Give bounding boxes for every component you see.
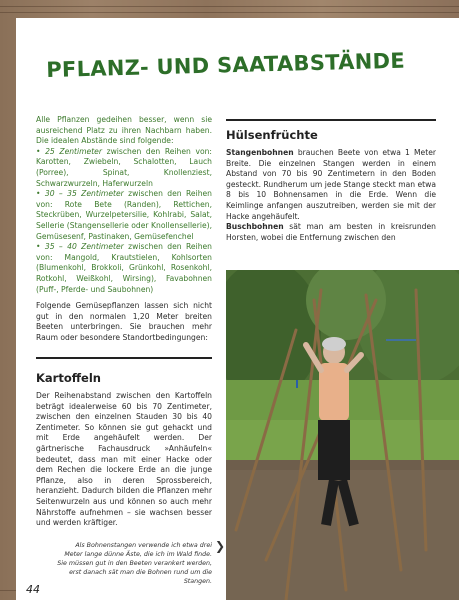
intro-bullet-1: • 25 Zentimeter zwischen den Reihen von: Karotten, Zwiebeln, Schalotten, Lauch (Porree), Spinat, Knollenziest, Schwarzwurzeln, Haferwurzeln [36,146,212,188]
page-title: PFLANZ- UND SAATABSTÄNDE [46,48,406,82]
page-number: 44 [26,583,40,596]
bullet-3-text: zwischen den Reihen von: Mangold, Krautstielen, Kohlsorten (Blumenkohl, Brokkoli, Grünkohl, Rosenkohl, Rotkohl, Weißkohl, Wirsing), Favabohnen (Puff-, Pferde- und Saubohnen) [36,242,212,294]
kartoffeln-rule [36,357,212,359]
bullet-2-distance: 30 – 35 Zentimeter [44,189,124,199]
bullet-1-distance: 25 Zentimeter [45,146,102,156]
busch-paragraph [226,222,436,243]
following-text [36,301,212,343]
huelsen-text [226,148,436,243]
intro-bullet-2: • 30 – 35 Zentimeter zwischen den Reihen von: Rote Bete (Randen), Rettichen, Steckrüben, Wurzelpetersilie, Kohlrabi, Salat, Sellerie (Stangensellerie oder Knollensellerie), Gemüsesenf, Pastinaken, Gemüsefenchel [36,189,212,241]
kartoffeln-paragraph: Der Reihenabstand zwischen den Kartoffeln beträgt idealerweise 60 bis 70 Zentimeter, zwischen den einzelnen Stauden 30 bis 40 Zentimeter. So können sie gut gehackt und mit Erde angehäufelt werden. Der gärtnerische Fachausdruck »Anhäufeln« bedeutet, dass man mit einer Hacke oder dem Rechen die lockere Erde an die junge Pflanze, also in deren Sprossbereich, heranzieht. Dadurch bilden die Pflanzen mehr Seitenwurzeln aus und können so auch mehr Nährstoffe aufnehmen – sie wachsen besser und werden kräftiger. [36,391,212,528]
huelsen-heading: Hülsenfrüchte [226,128,318,142]
intro-lead: Alle Pflanzen gedeihen besser, wenn sie ausreichend Platz zu ihren Nachbarn haben. Die idealen Abstände sind folgende: [36,115,212,146]
photo-caption: Als Bohnenstangen verwende ich etwa drei Meter lange dünne Äste, die ich im Wald finde. Sie müssen gut in den Beeten verankert werden, erst danach sät man die Bohnen rund um die Stangen. [57,542,212,585]
bullet-2-text: zwischen den Reihen von: Rote Bete (Randen), Rettichen, Steckrüben, Wurzelpetersilie, Kohlrabi, Salat, Sellerie (Stangensellerie oder Knollensellerie), Gemüsesenf, Pastinaken, Gemüsefenchel [36,189,212,241]
garden-photo [226,270,459,600]
following-paragraph: Folgende Gemüsepflanzen lassen sich nicht gut in den normalen 1,20 Meter breiten Beeten unterbringen. Sie brauchen mehr Raum oder besondere Standortbedingungen: [36,301,212,342]
intro-text [36,115,212,295]
busch-label: Buschbohnen [226,222,284,232]
kartoffeln-text [36,391,212,529]
book-page [16,18,459,600]
bullet-1-text: zwischen den Reihen von: Karotten, Zwiebeln, Schalotten, Lauch (Porree), Spinat, Knollenziest, Schwarzwurzeln, Haferwurzeln [36,146,212,188]
bullet-3-distance: 35 – 40 Zentimeter [44,242,124,252]
photo-illustration [226,270,459,600]
huelsen-rule [226,119,436,121]
kartoffeln-heading: Kartoffeln [36,371,101,385]
intro-bullet-3: • 35 – 40 Zentimeter zwischen den Reihen von: Mangold, Krautstielen, Kohlsorten (Blumenkohl, Brokkoli, Grünkohl, Rosenkohl, Rotkohl, Weißkohl, Wirsing), Favabohnen (Puff-, Pferde- und Saubohnen) [36,242,212,294]
stangen-text: brauchen Beete von etwa 1 Meter Breite. Die einzelnen Stangen werden in einem Abstand von 70 bis 90 Zentimetern in den Boden gesteckt. Rundherum um jede Stange steckt man etwa 8 bis 10 Bohnensamen in die Erde. Wenn die Keimlinge anfangen auszutreiben, werden sie mit der Hacke angehäufelt. [226,148,436,221]
busch-text: sät man am besten in kreisrunden Horsten, wobei die Entfernung zwischen den [226,222,436,242]
stangen-label: Stangenbohnen [226,148,294,157]
stangen-paragraph [226,148,436,222]
caption-arrow-icon: ❯ [215,539,226,553]
